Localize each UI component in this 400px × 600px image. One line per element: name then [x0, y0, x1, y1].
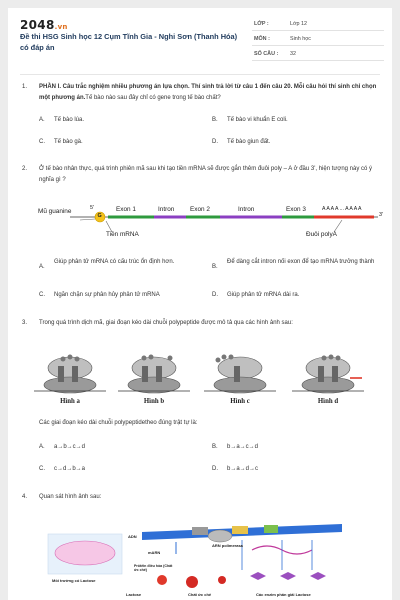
- document-page: [8, 8, 392, 600]
- meta-table: [252, 16, 384, 61]
- question-number: 4.: [22, 494, 28, 500]
- cap-pointer: [80, 219, 95, 220]
- prime5-label: 5': [90, 205, 95, 211]
- question-stem: Trong quá trình dịch mã, giai đoạn kéo dài chuỗi polypeptide được mô tả qua các hình ảnh sau:: [39, 320, 293, 326]
- logo-domain: .vn: [54, 23, 68, 31]
- section-heading: PHẦN I. Câu trắc nghiệm nhiều phương án lựa chọn. Thí sinh trả lời từ câu 1 đến câu 20. Mỗi câu hỏi thí sinh chỉ chọn một phương án.: [39, 84, 377, 101]
- question-stem: Quan sát hình ảnh sau:: [39, 494, 102, 500]
- option-letter: B.: [212, 444, 218, 450]
- option-letter: A.: [39, 117, 45, 123]
- option-letter: B.: [212, 264, 218, 270]
- pre-mrna-diagram: [36, 202, 386, 248]
- meta-row-class: [252, 16, 384, 31]
- meta-key: LỚP :: [254, 21, 269, 27]
- lactose-label: Lactose: [126, 592, 142, 597]
- meta-key: SỐ CÂU :: [254, 51, 279, 57]
- option-text: a→b→c→d: [54, 444, 86, 450]
- dna-label: ADN: [128, 534, 137, 539]
- question-text: [39, 82, 379, 103]
- exon-1-label: Exon 1: [116, 206, 136, 213]
- ribosome-d-svg: [288, 354, 368, 398]
- option-text: Giúp phân tử mRNA có cấu trúc ổn định hơn.: [54, 259, 175, 265]
- intron-2-label: Intron: [238, 206, 255, 213]
- ribosome-a-svg: [30, 354, 110, 398]
- figure-d-caption: Hình d: [317, 398, 339, 405]
- option-letter: D.: [212, 466, 218, 472]
- figure-b-caption: Hình b: [143, 398, 165, 405]
- question-stem: Ở tế bào nhân thực, quá trình phiên mã sau khi tạo tiền mRNA sẽ được gắn thêm đuôi poly – A ở đầu 3', hiện tượng này có ý nghĩa gì ?: [39, 166, 373, 183]
- polya-tail-label: Đuôi polyA: [306, 231, 337, 238]
- option-text: Giúp phân tử mRNA dài ra.: [227, 292, 300, 298]
- inhibitor-label: Chất ức chế: [188, 592, 212, 597]
- enzymes-label: Các enzim phân giải Lactose: [256, 592, 311, 597]
- header: [8, 8, 392, 68]
- option-letter: C.: [39, 292, 45, 298]
- ribosome-c-svg: [200, 354, 280, 398]
- question-number: 1.: [22, 84, 28, 90]
- meta-value: Sinh học: [290, 36, 311, 42]
- lactose-operon-svg: [42, 520, 372, 600]
- option-letter: A.: [39, 444, 45, 450]
- lactose-operon-figure: [42, 520, 372, 600]
- ribosome-b-svg: [114, 354, 194, 398]
- lactose-medium-label: Môi trường có Lactose: [52, 578, 96, 583]
- option-letter: D.: [212, 292, 218, 298]
- regulatory-protein-label: Prôtêin điều hòa (Chất ức chế): [134, 564, 173, 573]
- figure-a-caption: Hình a: [60, 398, 80, 405]
- rna-polymerase-label: ARN polimerasa: [212, 543, 243, 548]
- option-text: Để dàng cắt intron nối exon để tạo mRNA trưởng thành: [227, 259, 375, 265]
- logo-main: 2048: [20, 18, 55, 32]
- option-text: Tế bào lúa.: [54, 117, 85, 123]
- intron-1-label: Intron: [158, 206, 175, 213]
- option-letter: B.: [212, 117, 218, 123]
- meta-row-subject: [252, 31, 384, 46]
- option-text: Ngăn chặn sự phân hủy phân tử mRNA: [54, 292, 160, 298]
- option-text: Tế bào giun đất.: [227, 139, 271, 145]
- option-text: Tế bào gà.: [54, 139, 83, 145]
- option-letter: C.: [39, 139, 45, 145]
- option-text: Tế bào vi khuẩn E coli.: [227, 117, 288, 123]
- question-stem: Các giai đoạn kéo dài chuỗi polypeptidetheo đúng trật tự là:: [39, 420, 198, 426]
- cap-label: Mũ guanine: [38, 208, 72, 215]
- page-title: Đề thi HSG Sinh học 12 Cụm Tĩnh Gia - Nghi Sơn (Thanh Hóa) có đáp án: [20, 32, 238, 52]
- pre-mrna-label: Tiền mRNA: [106, 231, 139, 238]
- question-number: 3.: [22, 320, 28, 326]
- divider: [20, 74, 380, 75]
- meta-key: MÔN :: [254, 36, 270, 42]
- option-text: b→a→d→c: [227, 466, 259, 472]
- g-label: G: [97, 212, 102, 219]
- exon-2-label: Exon 2: [190, 206, 210, 213]
- figure-c-caption: Hình c: [230, 398, 250, 405]
- meta-value: Lớp 12: [290, 21, 308, 27]
- exon-3-label: Exon 3: [286, 206, 306, 213]
- option-text: b→a→c→d: [227, 444, 259, 450]
- question-number: 2.: [22, 166, 28, 172]
- option-letter: A.: [39, 264, 45, 270]
- polya-sequence-label: A A A A ... A A A A: [322, 206, 362, 212]
- prime3-label: 3': [379, 212, 384, 218]
- question-stem: Tế bào nào sau đây chỉ có gene trong tế bào chất?: [85, 94, 221, 101]
- site-logo[interactable]: [20, 18, 68, 32]
- meta-value: 32: [290, 51, 296, 57]
- option-letter: C.: [39, 466, 45, 472]
- mrna-label: mARN: [148, 550, 161, 555]
- option-text: c→d→b→a: [54, 466, 86, 472]
- option-letter: D.: [212, 139, 218, 145]
- meta-row-count: [252, 46, 384, 61]
